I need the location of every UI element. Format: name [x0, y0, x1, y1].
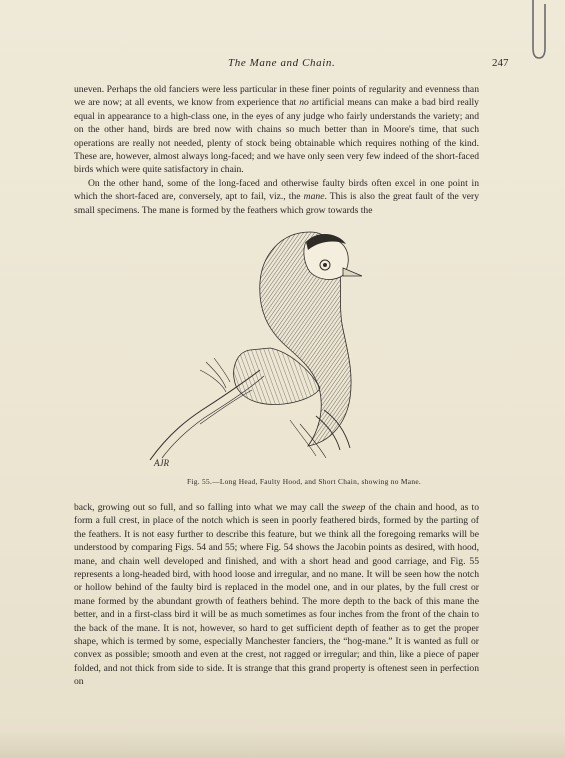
- page-number: 247: [492, 57, 509, 69]
- artist-mark: AJR: [154, 458, 169, 468]
- paragraph: On the other hand, some of the long-faced and otherwise faulty birds often excel in one point in which the short-faced are, conversely, apt to fail, viz., the mane. This is also the great fault of the very small specimens. The mane is formed by the feathers which grow towards the: [74, 177, 479, 216]
- body-text-bottom: [74, 501, 479, 689]
- paragraph: uneven. Perhaps the old fanciers were less particular in these finer points of regularity and evenness than we are now; at all events, we know from experience that no artificial means can make a bad bird really equal in appearance to a high-class one, in the eyes of any judge who fairly understands the variety; and on the other hand, birds are bred now with chains so much better than in Moore's time, that such operations are really not needed, plenty of stock being obtainable which requires nothing of the kind. These are, however, almost always long-faced; and we have only seen very few indeed of the short-faced birds which were quite satisfactory in chain.: [74, 84, 479, 176]
- bird-engraving: [140, 220, 410, 476]
- running-head: The Mane and Chain.: [228, 57, 336, 69]
- paper-clip-icon: [527, 0, 547, 62]
- paragraph: back, growing out so full, and so falling into what we may call the sweep of the chain and hood, as to form a full crest, in place of the notch which is seen in poorly feathered birds, formed by the parting of the feathers. It is not easy further to describe this feature, but we think all the foregoing remarks will be understood by comparing Figs. 54 and 55; where Fig. 54 shows the Jacobin points as desired, with hood, mane, and chain well developed and finished, and with a short head and good carriage, and Fig. 55 represents a long-headed bird, with hood loose and irregular, and no mane. It will be seen how the notch or hollow behind of the faulty bird is replaced in the model one, and in our plates, by the full crest or mane formed by the abundant growth of feathers behind. The more depth to the back of this mane the better, and in a first-class bird it will be as much sometimes as four inches from the front of the chain to the back of the mane. It is not, however, so hard to get sufficient depth of feather as to get the proper shape, which is termed by some, especially Manchester fanciers, the “hog-mane.” It is wanted as full or convex as possible; smooth and even at the crest, not ragged or irregular; and thin, like a piece of paper folded, and not thick from side to side. It is strange that this grand property is oftenest seen in perfection on: [74, 502, 480, 688]
- figure-caption: Fig. 55.—Long Head, Faulty Hood, and Short Chain, showing no Mane.: [186, 477, 422, 486]
- body-text-top: [74, 83, 479, 217]
